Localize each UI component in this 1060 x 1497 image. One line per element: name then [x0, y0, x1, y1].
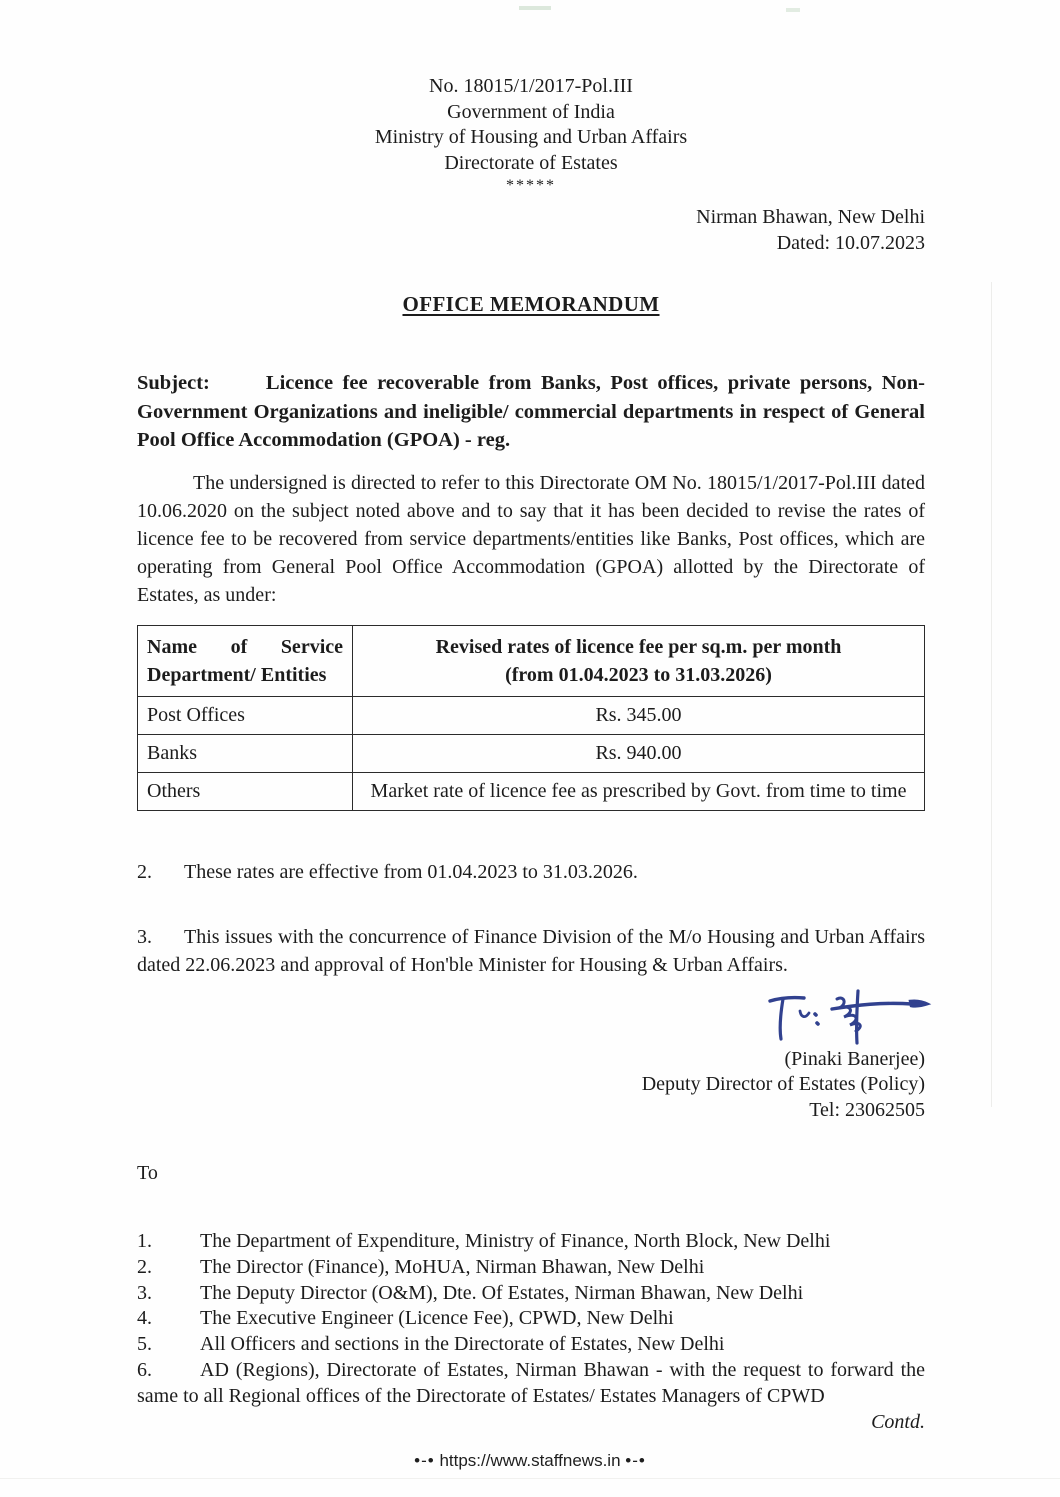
table-header-row — [138, 625, 925, 696]
rate-cell: Market rate of licence fee as prescribed by Govt. from time to time — [353, 772, 925, 810]
table-row — [138, 696, 925, 734]
rate-cell: Rs. 940.00 — [353, 734, 925, 772]
subject-text: Licence fee recoverable from Banks, Post offices, private persons, Non-Government Organizations and ineligible/ commercial departments in respect of General Pool Office Accommodation (GPOA) - reg. — [137, 372, 925, 451]
header-cell-rate: Revised rates of licence fee per sq.m. per month (from 01.04.2023 to 31.03.2026) — [353, 625, 925, 696]
body-paragraph-3: 3. This issues with the concurrence of Finance Division of the M/o Housing and Urban Affairs dated 22.06.2023 and approval of Hon'ble Minister for Housing & Urban Affairs. — [137, 925, 925, 976]
paragraph-number: 3. — [137, 925, 152, 948]
department-cell: Banks — [138, 734, 353, 772]
watermark-url-text: https://www.staffnews.in — [439, 1451, 621, 1470]
star-separator: ***** — [506, 177, 556, 194]
letterhead — [137, 74, 925, 196]
table-row — [138, 734, 925, 772]
signatory-name: (Pinaki Banerjee) — [784, 1047, 925, 1070]
list-item: 2. The Director (Finance), MoHUA, Nirman Bhawan, New Delhi — [137, 1255, 925, 1281]
government-line: Government of India — [447, 100, 615, 123]
department-cell: Others — [138, 772, 353, 810]
list-item: 6. AD (Regions), Directorate of Estates, Nirman Bhawan - with the request to forward the same to all Regional offices of the Directorate of Estates/ Estates Managers of CPWD — [137, 1358, 925, 1407]
distribution-list — [137, 1229, 925, 1410]
place-line: Nirman Bhawan, New Delhi — [696, 206, 925, 228]
department-cell: Post Offices — [138, 696, 353, 734]
item-number: 6. — [137, 1358, 152, 1381]
date-line: Dated: 10.07.2023 — [776, 231, 925, 254]
item-number: 2. — [137, 1255, 152, 1278]
contd-marker: Contd. — [871, 1410, 925, 1433]
item-number: 5. — [137, 1333, 152, 1356]
item-number: 4. — [137, 1307, 152, 1330]
scan-artifact — [0, 1478, 1060, 1479]
list-item: 4. The Executive Engineer (Licence Fee), CPWD, New Delhi — [137, 1306, 925, 1332]
subject-paragraph — [137, 369, 925, 455]
body-paragraph-2: 2. These rates are effective from 01.04.2023 to 31.03.2026. — [137, 860, 638, 883]
ornament-left: •-• — [414, 1451, 435, 1470]
signatory-designation: Deputy Director of Estates (Policy) — [641, 1073, 925, 1095]
licence-fee-rates-table — [137, 625, 925, 811]
subject-label: Subject: — [137, 372, 210, 394]
signature-ink-icon — [762, 987, 937, 1045]
item-number: 3. — [137, 1281, 152, 1304]
to-label: To — [137, 1162, 158, 1184]
paragraph-number: 2. — [137, 860, 152, 883]
watermark-url — [0, 1451, 1060, 1471]
signature-block — [137, 987, 925, 1124]
header-cell-department: Name of Service Department/ Entities — [138, 625, 353, 696]
body-paragraph-1: The undersigned is directed to refer to this Directorate OM No. 18015/1/2017-Pol.III dated 10.06.2020 on the subject noted above and to say that it has been decided to revise the rates of licence fee to be recovered from service departments/entities like Banks, Post offices, which are operating from General Pool Office Accommodation (GPOA) allotted by the Directorate of Estates, as under: — [137, 471, 925, 606]
directorate-line: Directorate of Estates — [444, 151, 618, 174]
item-number: 1. — [137, 1230, 152, 1252]
document-title: OFFICE MEMORANDUM — [402, 292, 660, 316]
scan-artifact — [519, 6, 551, 10]
reference-number: No. 18015/1/2017-Pol.III — [429, 75, 633, 97]
ministry-line: Ministry of Housing and Urban Affairs — [374, 126, 688, 148]
table-row — [138, 772, 925, 810]
ornament-right: •-• — [625, 1451, 646, 1470]
signatory-telephone: Tel: 23062505 — [809, 1098, 925, 1121]
list-item: 3. The Deputy Director (O&M), Dte. Of Estates, Nirman Bhawan, New Delhi — [137, 1281, 925, 1307]
rate-cell: Rs. 345.00 — [353, 696, 925, 734]
scan-artifact — [991, 282, 992, 1107]
list-item: 5. All Officers and sections in the Directorate of Estates, New Delhi — [137, 1332, 925, 1358]
place-date-block — [137, 205, 925, 256]
list-item: 1. The Department of Expenditure, Ministry of Finance, North Block, New Delhi — [137, 1229, 925, 1255]
scan-artifact — [786, 8, 800, 12]
